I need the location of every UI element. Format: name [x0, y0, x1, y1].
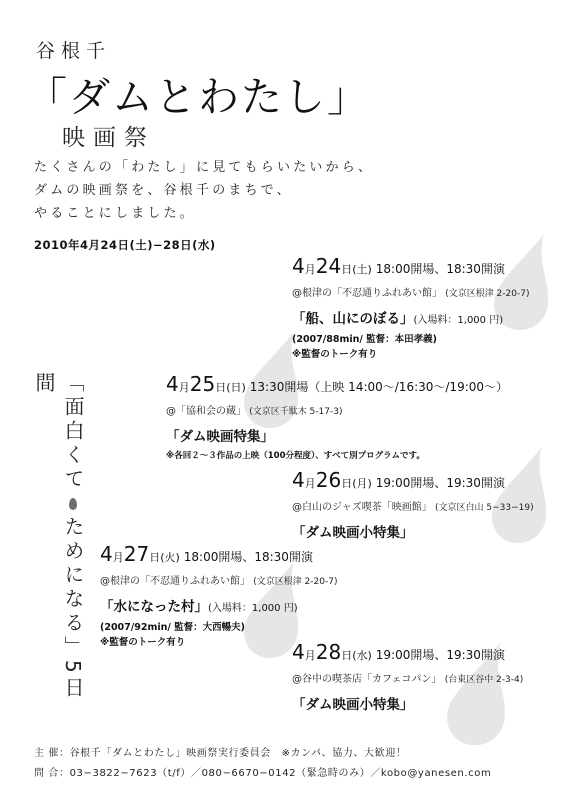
drop-icon [69, 498, 77, 510]
intro-line: たくさんの「わたし」に見てもらいたいから、 [34, 160, 375, 175]
event-venue: @「協和会の蔵」 (文京区千駄木 5-17-3) [166, 406, 343, 417]
event-venue: @谷中の喫茶店「カフェコパン」 (台東区谷中 2-3-4) [292, 674, 524, 685]
event-time: 13:30開場（上映 14:00〜/16:30〜/19:00〜） [249, 380, 509, 394]
festival-title: 「ダムとわたし」 [26, 73, 370, 121]
tagline-part1: 「面白くて [61, 372, 85, 492]
event-notes: (2007/88min/ 監督：本田孝義) ※監督のトーク有り [292, 334, 438, 360]
event-date: 4月26日(月) 19:00開場、19:30開演 [292, 468, 505, 492]
intro-line: ダムの映画祭を、谷根千のまちで、 [34, 183, 293, 198]
event-apr-24 [292, 254, 529, 362]
event-title: 「ダム映画小特集」 [292, 697, 414, 713]
event-time: 19:00開場、19:30開演 [375, 648, 505, 662]
event-title: 「水になった村」(入場料：1,000 円) [100, 599, 298, 615]
event-notes: ※各回２〜３作品の上映（100分程度）、すべて別プログラムです。 [166, 451, 425, 461]
event-time: 18:00開場、18:30開演 [375, 262, 505, 276]
organizer-line: 主 催：谷根千「ダムとわたし」映画祭実行委員会 ※カンパ、協力、大歓迎！ [34, 748, 407, 759]
intro-text [34, 156, 374, 225]
event-apr-28 [292, 640, 523, 713]
event-apr-26 [292, 468, 534, 541]
event-venue: @根津の「不忍通りふれあい館」 (文京区根津 2-20-7) [292, 288, 530, 299]
vertical-tagline [30, 372, 88, 702]
tagline-part2: ためになる」5日間 [32, 372, 85, 701]
event-title: 「船、山にのぼる」(入場料：1,000 円) [292, 311, 504, 327]
festival-subtitle: 映画祭 [62, 125, 155, 151]
event-time: 19:00開場、19:30開演 [375, 476, 505, 490]
event-notes: (2007/92min/ 監督：大西暢夫) ※監督のトーク有り [100, 622, 246, 648]
event-time: 18:00開場、18:30開演 [183, 550, 313, 564]
event-venue: @根津の「不忍通りふれあい館」 (文京区根津 2-20-7) [100, 576, 338, 587]
event-title: 「ダム映画小特集」 [292, 525, 414, 541]
event-date: 4月24日(土) 18:00開場、18:30開演 [292, 254, 505, 278]
event-title: 「ダム映画特集」 [166, 429, 274, 445]
event-apr-25 [166, 372, 508, 461]
event-date: 4月27日(火) 18:00開場、18:30開演 [100, 542, 313, 566]
header-place: 谷根千 [36, 40, 112, 62]
event-apr-27 [100, 542, 337, 650]
contact-line: 問 合：03−3822−7623（t/f）／080−6670−0142（緊急時のみ）／kobo@yanesen.com [34, 768, 492, 779]
festival-dates: 2010年4月24日(土)−28日(水) [34, 238, 216, 252]
event-venue: @白山のジャズ喫茶「映画館」 (文京区白山 5−33−19) [292, 502, 534, 513]
event-date: 4月28日(水) 19:00開場、19:30開演 [292, 640, 505, 664]
intro-line: やることにしました。 [34, 206, 197, 221]
event-date: 4月25日(日) 13:30開場（上映 14:00〜/16:30〜/19:00〜） [166, 372, 509, 396]
